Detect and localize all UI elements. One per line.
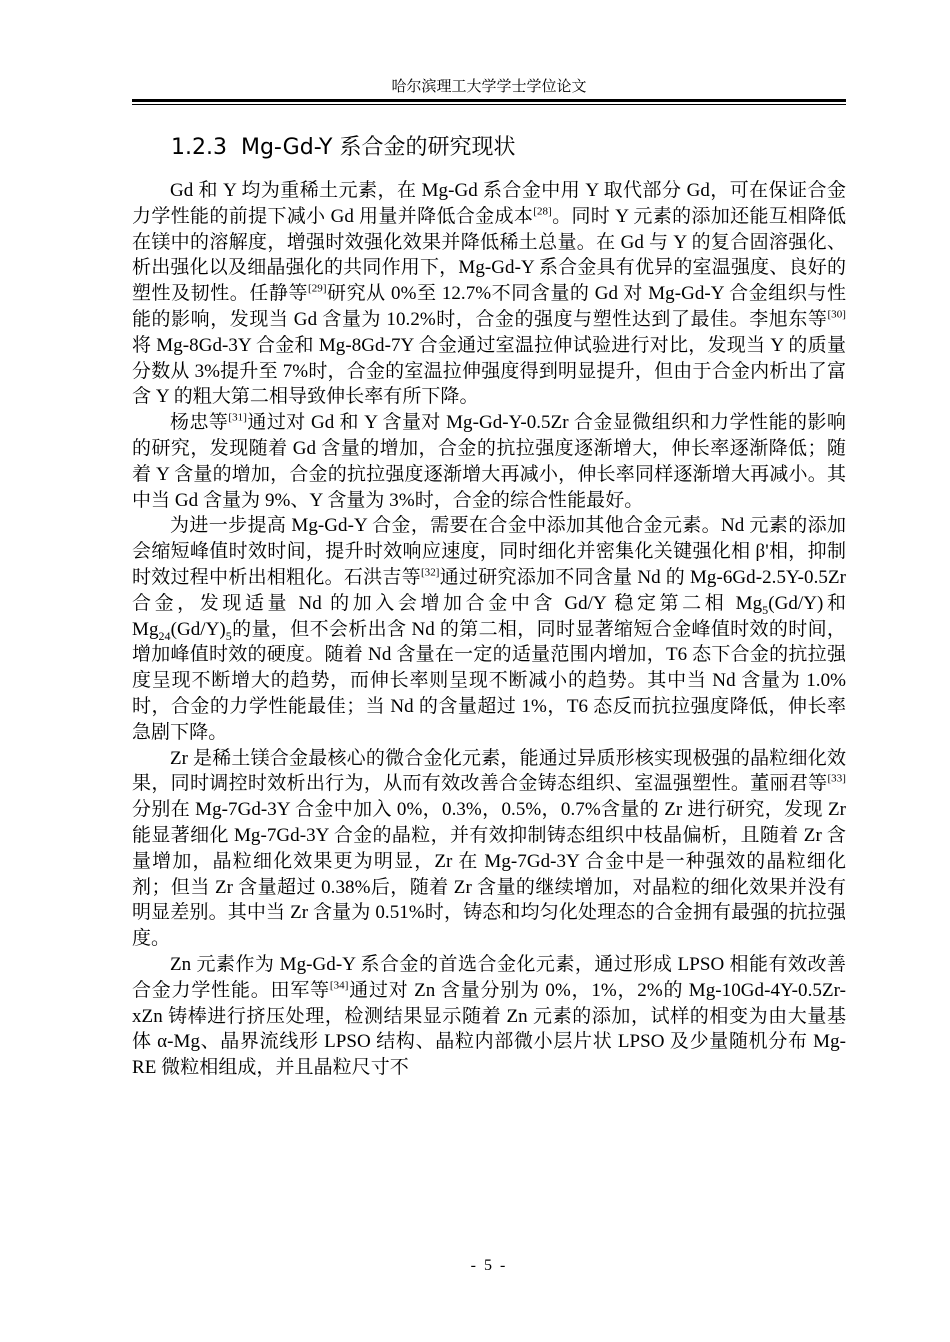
text-run: 通过对 Gd 和 Y 含量对 Mg-Gd-Y-0.5Zr 合金显微组织和力学性能的影响的研究，发现随着 Gd 含量的增加，合金的抗拉强度逐渐增大，伸长率逐渐降低；随着 Y 含量的增加，合金的抗拉强度逐渐增大再减小，伸长率同样逐渐增大再减小。其中当 Gd 含量为 9%、Y 含量为 3%时，合金的综合性能最好。 bbox=[132, 412, 846, 511]
text-run: Zn 元素作为 Mg-Gd-Y 系合金的首选合金化元素，通过形成 LPSO 相能有效改善合金力学性能。田军等 bbox=[132, 953, 846, 1001]
header-rule-thin bbox=[132, 104, 846, 105]
text-run: 研究从 0%至 12.7%不同含量的 Gd 对 Mg-Gd-Y 合金组织与性能的影响，发现当 Gd 含量为 10.2%时，合金的强度与塑性达到了最佳。李旭东等 bbox=[132, 283, 847, 330]
text-run: 通过研究添加不同含量 Nd 的 Mg-6Gd-2.5Y-0.5Zr 合金，发现适量 Nd 的加入会增加合金中含 Gd/Y 稳定第二相 Mg bbox=[132, 566, 846, 614]
section-title: Mg-Gd-Y 系合金的研究现状 bbox=[240, 135, 516, 160]
citation-ref: [33] bbox=[827, 773, 846, 785]
text-run: 的量，但不会析出含 Nd 的第二相，同时显著缩短合金峰值时效的时间，增加峰值时效的硬度。随着 Nd 含量在一定的适量范围内增加，T6 态下合金的抗拉强度呈现不断增大的趋势，而伸长率则呈现不断减小的趋势。其中当 Nd 含量为 1.0%时，合金的力学性能最佳；当 Nd 的含量超过 1%，T6 态反而抗拉强度降低，伸长率急剧下降。 bbox=[132, 618, 846, 743]
citation-ref: [29] bbox=[308, 282, 327, 295]
section-number: 1.2.3 bbox=[171, 135, 227, 160]
citation-ref: [31] bbox=[228, 411, 247, 424]
body-text bbox=[132, 178, 846, 1081]
text-run: 。同时 Y 元素的添加还能互相降低在镁中的溶解度，增强时效强化效果并降低稀土总量。在 Gd 与 Y 的复合固溶强化、析出强化以及细晶强化的共同作用下，Mg-Gd-Y 系合金具有优异的室温强度、良好的塑性及韧性。任静等 bbox=[132, 205, 846, 305]
subscript: 5 bbox=[225, 628, 232, 643]
text-run: 杨忠等 bbox=[170, 412, 229, 434]
section-heading bbox=[171, 131, 811, 165]
text-run: Gd 和 Y 均为重稀土元素，在 Mg-Gd 系合金中用 Y 取代部分 Gd，可在保证合金力学性能的前提下减小 Gd 用量并降低合金成本 bbox=[132, 180, 846, 227]
paragraph bbox=[132, 952, 846, 1081]
text-run: 通过对 Zn 含量分别为 0%，1%，2%的 Mg-10Gd-4Y-0.5Zr-xZn 铸棒进行挤压处理，检测结果显示随着 Zn 元素的添加，试样的相变为由大量基体 α-Mg、晶界流线形 LPSO 结构、晶粒内部微小层片状 LPSO 及少量随机分布 Mg-RE 微粒相组成，并且晶粒尺寸不 bbox=[132, 979, 846, 1079]
text-run: (Gd/Y)和 Mg bbox=[132, 592, 846, 640]
text-run: 将 Mg-8Gd-3Y 合金和 Mg-8Gd-7Y 合金通过室温拉伸试验进行对比，发现当 Y 的质量分数从 3%提升至 7%时，合金的室温拉伸强度得到明显提升，但由于合金内析出了富含 Y 的粗大第二相导致伸长率有所下降。 bbox=[132, 334, 846, 408]
paragraph bbox=[132, 410, 846, 513]
text-run: (Gd/Y) bbox=[170, 618, 226, 640]
paragraph bbox=[132, 746, 846, 952]
header-rule-thick bbox=[132, 99, 846, 102]
text-run: 分别在 Mg-7Gd-3Y 合金中加入 0%，0.3%，0.5%，0.7%含量的 Zr 进行研究，发现 Zr 能显著细化 Mg-7Gd-3Y 合金的晶粒，并有效抑制铸态组织中枝晶偏析，且随着 Zr 含量增加，晶粒细化效果更为明显，Zr 在 Mg-7Gd-3Y 合金中是一种强效的晶粒细化剂；但当 Zr 含量超过 0.38%后，随着 Zr 含量的继续增加，对晶粒的细化效果并没有明显差别。其中当 Zr 含量为 0.51%时，铸态和均匀化处理态的合金拥有最强的抗拉强度。 bbox=[132, 799, 846, 950]
subscript: 5 bbox=[762, 602, 769, 617]
paragraph bbox=[132, 513, 846, 745]
page-number: - 5 - bbox=[470, 1257, 508, 1274]
citation-ref: [34] bbox=[329, 979, 349, 992]
subscript: 24 bbox=[158, 628, 171, 643]
text-run: Zr 是稀土镁合金最核心的微合金化元素，能通过异质形核实现极强的晶粒细化效果，同时调控时效析出行为，从而有效改善合金铸态组织、室温强塑性。董丽君等 bbox=[132, 747, 846, 795]
citation-ref: [28] bbox=[533, 205, 552, 218]
citation-ref: [32] bbox=[420, 566, 440, 579]
running-header: 哈尔滨理工大学学士学位论文 bbox=[391, 77, 587, 95]
citation-ref: [30] bbox=[827, 308, 846, 321]
paragraph bbox=[132, 178, 846, 410]
text-run: 为进一步提高 Mg-Gd-Y 合金，需要在合金中添加其他合金元素。Nd 元素的添加会缩短峰值时效时间，提升时效响应速度，同时细化并密集化关键强化相 β'相，抑制时效过程中析出相粗化。石洪吉等 bbox=[132, 515, 846, 588]
